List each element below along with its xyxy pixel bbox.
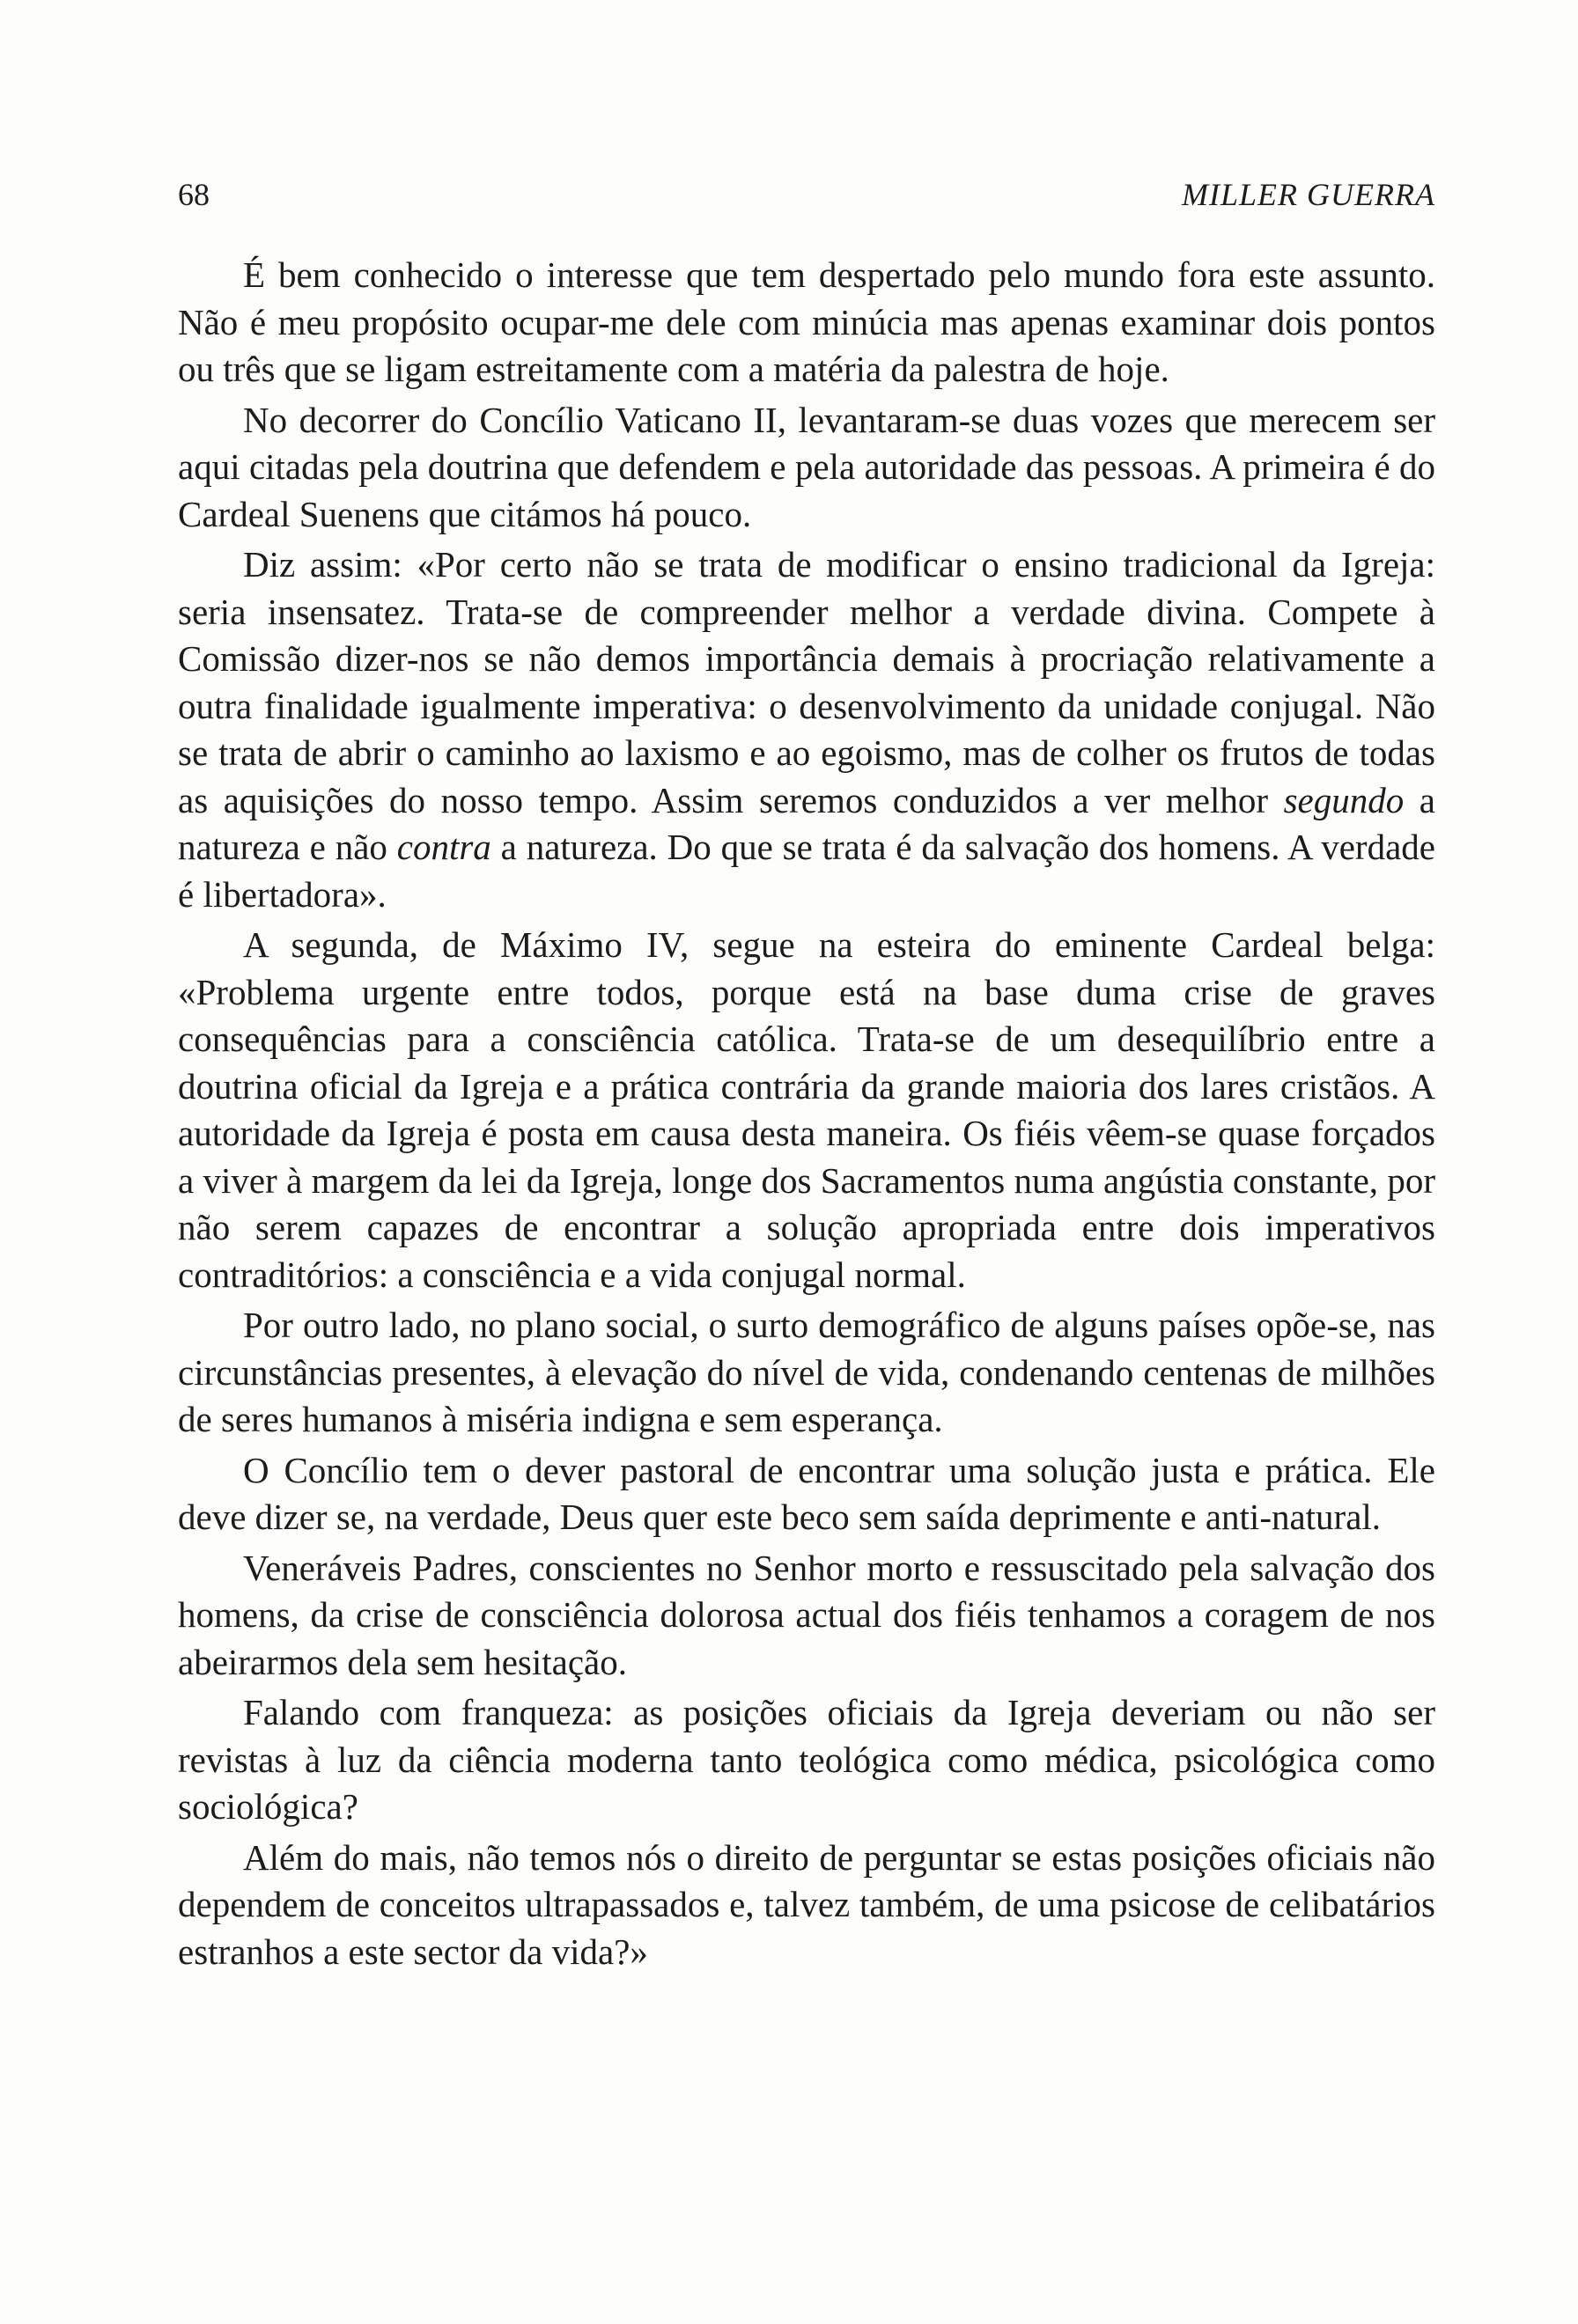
- paragraph-3-text-1: Diz assim: «Por certo não se trata de modificar o ensino tradicional da Igreja: seria insensatez. Trata-se de compreender melhor a verdade divina. Compete à Comissão dizer-nos se não demos importância demais à procriação relativamente a outra finalidade igualmente imperativa: o desenvolvimento da unidade conjugal. Não se trata de abrir o caminho ao laxismo e ao egoismo, mas de colher os frutos de todas as aquisições do nosso tempo. Assim seremos conduzidos a ver melhor: [178, 544, 1435, 820]
- body-text: [178, 252, 1435, 1979]
- paragraph-4: A segunda, de Máximo IV, segue na esteira do eminente Cardeal belga: «Problema urgente entre todos, porque está na base duma crise de graves consequências para a consciência católica. Trata-se de um desequilíbrio entre a doutrina oficial da Igreja e a prática contrária da grande maioria dos lares cristãos. A autoridade da Igreja é posta em causa desta maneira. Os fiéis vêem-se quase forçados a viver à margem da lei da Igreja, longe dos Sacramentos numa angústia constante, por não serem capazes de encontrar a solução apropriada entre dois imperativos contraditórios: a consciência e a vida conjugal normal.: [178, 924, 1435, 1295]
- page-number: 68: [178, 177, 210, 212]
- page-header: [178, 176, 1435, 220]
- paragraph-8: Falando com franqueza: as posições oficiais da Igreja deveriam ou não ser revistas à luz da ciência moderna tanto teológica como médica, psicológica como sociológica?: [178, 1692, 1435, 1827]
- paragraph-7: Veneráveis Padres, conscientes no Senhor morto e ressuscitado pela salvação dos homens, da crise de consciência dolorosa actual dos fiéis tenhamos a coragem de nos abeirarmos dela sem hesitação.: [178, 1547, 1435, 1682]
- paragraph-3-text-3: a natureza. Do que se trata é da salvação dos homens. A verdade é libertadora».: [178, 827, 1435, 915]
- paragraph-6: O Concílio tem o dever pastoral de encontrar uma solução justa e prática. Ele deve dizer se, na verdade, Deus quer este beco sem saída deprimente e anti-natural.: [178, 1449, 1435, 1537]
- emphasis-contra: contra: [396, 827, 491, 867]
- paragraph-3-text-2: a natureza e não: [178, 779, 1435, 867]
- paragraph-1: É bem conhecido o interesse que tem despertado pelo mundo fora este assunto. Não é meu propósito ocupar-me dele com minúcia mas apenas examinar dois pontos ou três que se ligam estreitamente com a matéria da palestra de hoje.: [178, 254, 1435, 389]
- paragraph-3: [178, 541, 1435, 918]
- paragraph-2: No decorrer do Concílio Vaticano II, levantaram-se duas vozes que merecem ser aqui citadas pela doutrina que defendem e pela autoridade das pessoas. A primeira é do Cardeal Suenens que citámos há pouco.: [178, 399, 1435, 534]
- paragraph-9: Além do mais, não temos nós o direito de perguntar se estas posições oficiais não dependem de conceitos ultrapassados e, talvez também, de uma psicose de celibatários estranhos a este sector da vida?»: [178, 1836, 1435, 1972]
- running-head: MILLER GUERRA: [1182, 177, 1435, 212]
- paragraph-5: Por outro lado, no plano social, o surto demográfico de alguns países opõe-se, nas circunstâncias presentes, à elevação do nível de vida, condenando centenas de milhões de seres humanos à miséria indigna e sem esperança.: [178, 1305, 1435, 1439]
- emphasis-segundo: segundo: [1283, 779, 1405, 820]
